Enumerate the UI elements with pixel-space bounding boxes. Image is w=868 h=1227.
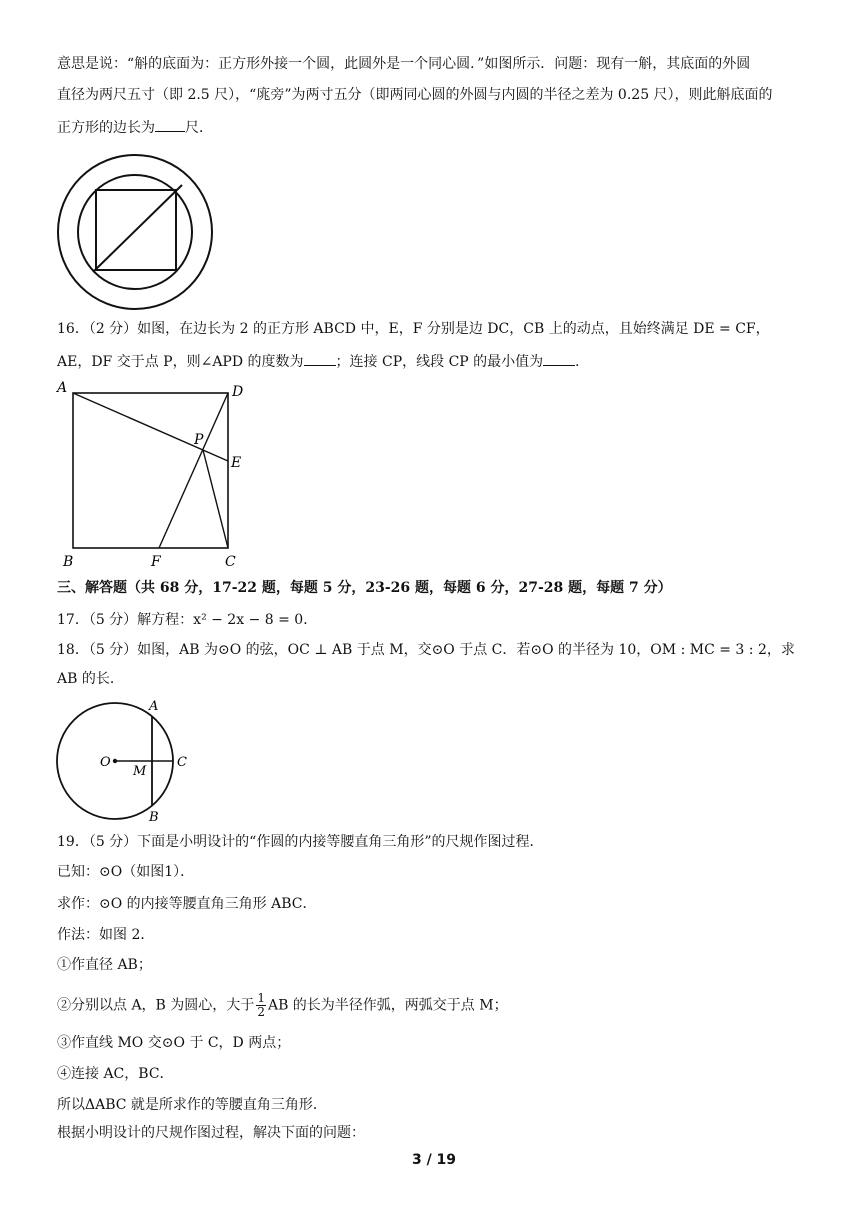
answer-blank-angle xyxy=(304,350,336,366)
q16-line-1: 16．（2 分）如图，在边长为 2 的正方形 ABCD 中，E，F 分别是边 DC，CB 上的动点，且始终满足 DE = CF， xyxy=(57,321,770,337)
diagonal-line xyxy=(93,185,182,272)
label-b: B xyxy=(149,810,159,825)
q19-known: 已知：⊙O（如图1）． xyxy=(57,864,195,880)
fraction-denominator: 2 xyxy=(257,1005,265,1019)
q19-step-2-post: AB 的长为半径作弧，两弧交于点 M； xyxy=(267,997,508,1014)
q19-step-2 xyxy=(57,992,508,1019)
intro-line-1: 意思是说：“斛的底面为：正方形外接一个圆，此圆外是一个同心圆．”如图所示．问题：现有一斛，其底面的外圆 xyxy=(57,56,751,72)
intro-unit: 尺． xyxy=(185,120,213,136)
segment-cp xyxy=(203,450,228,548)
q19-step-4: ④连接 AC，BC． xyxy=(57,1066,174,1082)
q16-line-2 xyxy=(57,350,589,372)
q16-line-2-c: ． xyxy=(575,354,590,370)
label-a: A xyxy=(149,699,159,714)
label-d: D xyxy=(232,384,244,400)
q19-line-1: 19．（5 分）下面是小明设计的“作圆的内接等腰直角三角形”的尺规作图过程． xyxy=(57,834,544,850)
q19-conclusion: 所以ΔABC 就是所求作的等腰直角三角形． xyxy=(57,1097,327,1113)
segment-ae xyxy=(73,393,228,461)
label-o: O xyxy=(100,755,111,770)
intro-line-3-text: 正方形的边长为 xyxy=(57,120,155,136)
label-m: M xyxy=(133,764,147,779)
q19-step-2-pre: ②分别以点 A，B 为圆心，大于 xyxy=(57,997,255,1014)
intro-line-2: 直径为两尺五寸（即 2.5 尺），“庣旁”为两寸五分（即两同心圆的外圆与内圆的半径之差为 0.25 尺），则此斛底面的 xyxy=(57,87,773,103)
segment-df xyxy=(159,393,228,548)
q19-step-3: ③作直线 MO 交⊙O 于 C，D 两点； xyxy=(57,1035,291,1051)
q19-ask: 求作：⊙O 的内接等腰直角三角形 ABC． xyxy=(57,896,317,912)
answer-blank-cp xyxy=(543,350,575,366)
label-f: F xyxy=(151,554,161,570)
q18-line-2: AB 的长． xyxy=(57,671,124,687)
section-3-title: 三、解答题（共 68 分，17-22 题，每题 5 分，23-26 题，每题 6 分，27-28 题，每题 7 分） xyxy=(57,580,672,596)
label-b: B xyxy=(63,554,74,570)
intro-line-3 xyxy=(57,116,213,138)
concentric-circles-figure xyxy=(55,152,215,312)
center-point xyxy=(113,759,117,763)
q16-line-2-a: AE，DF 交于点 P，则∠APD 的度数为 xyxy=(57,354,304,370)
label-c: C xyxy=(225,554,236,570)
label-a: A xyxy=(57,380,68,396)
page-number: 3 / 19 xyxy=(411,1152,457,1168)
q16-line-2-b: ；连接 CP，线段 CP 的最小值为 xyxy=(335,354,544,370)
q19-final: 根据小明设计的尺规作图过程，解决下面的问题： xyxy=(57,1125,365,1141)
label-e: E xyxy=(231,455,242,471)
square-abcd xyxy=(73,393,228,548)
q18-line-1: 18．（5 分）如图，AB 为⊙O 的弦，OC ⊥ AB 于点 M，交⊙O 于点 C．若⊙O 的半径为 10，OM : MC = 3 : 2，求 xyxy=(57,642,795,658)
square-abcd-figure xyxy=(55,378,255,573)
q19-method: 作法：如图 2． xyxy=(57,927,155,943)
fraction-numerator: 1 xyxy=(257,991,265,1005)
circle-chord-figure xyxy=(55,696,205,826)
fraction-one-half xyxy=(256,992,266,1019)
label-p: P xyxy=(194,432,204,448)
q19-step-1: ①作直径 AB； xyxy=(57,957,152,973)
answer-blank xyxy=(155,116,185,132)
label-c: C xyxy=(177,755,187,770)
q17-text: 17．（5 分）解方程：x² − 2x − 8 = 0． xyxy=(57,612,318,628)
